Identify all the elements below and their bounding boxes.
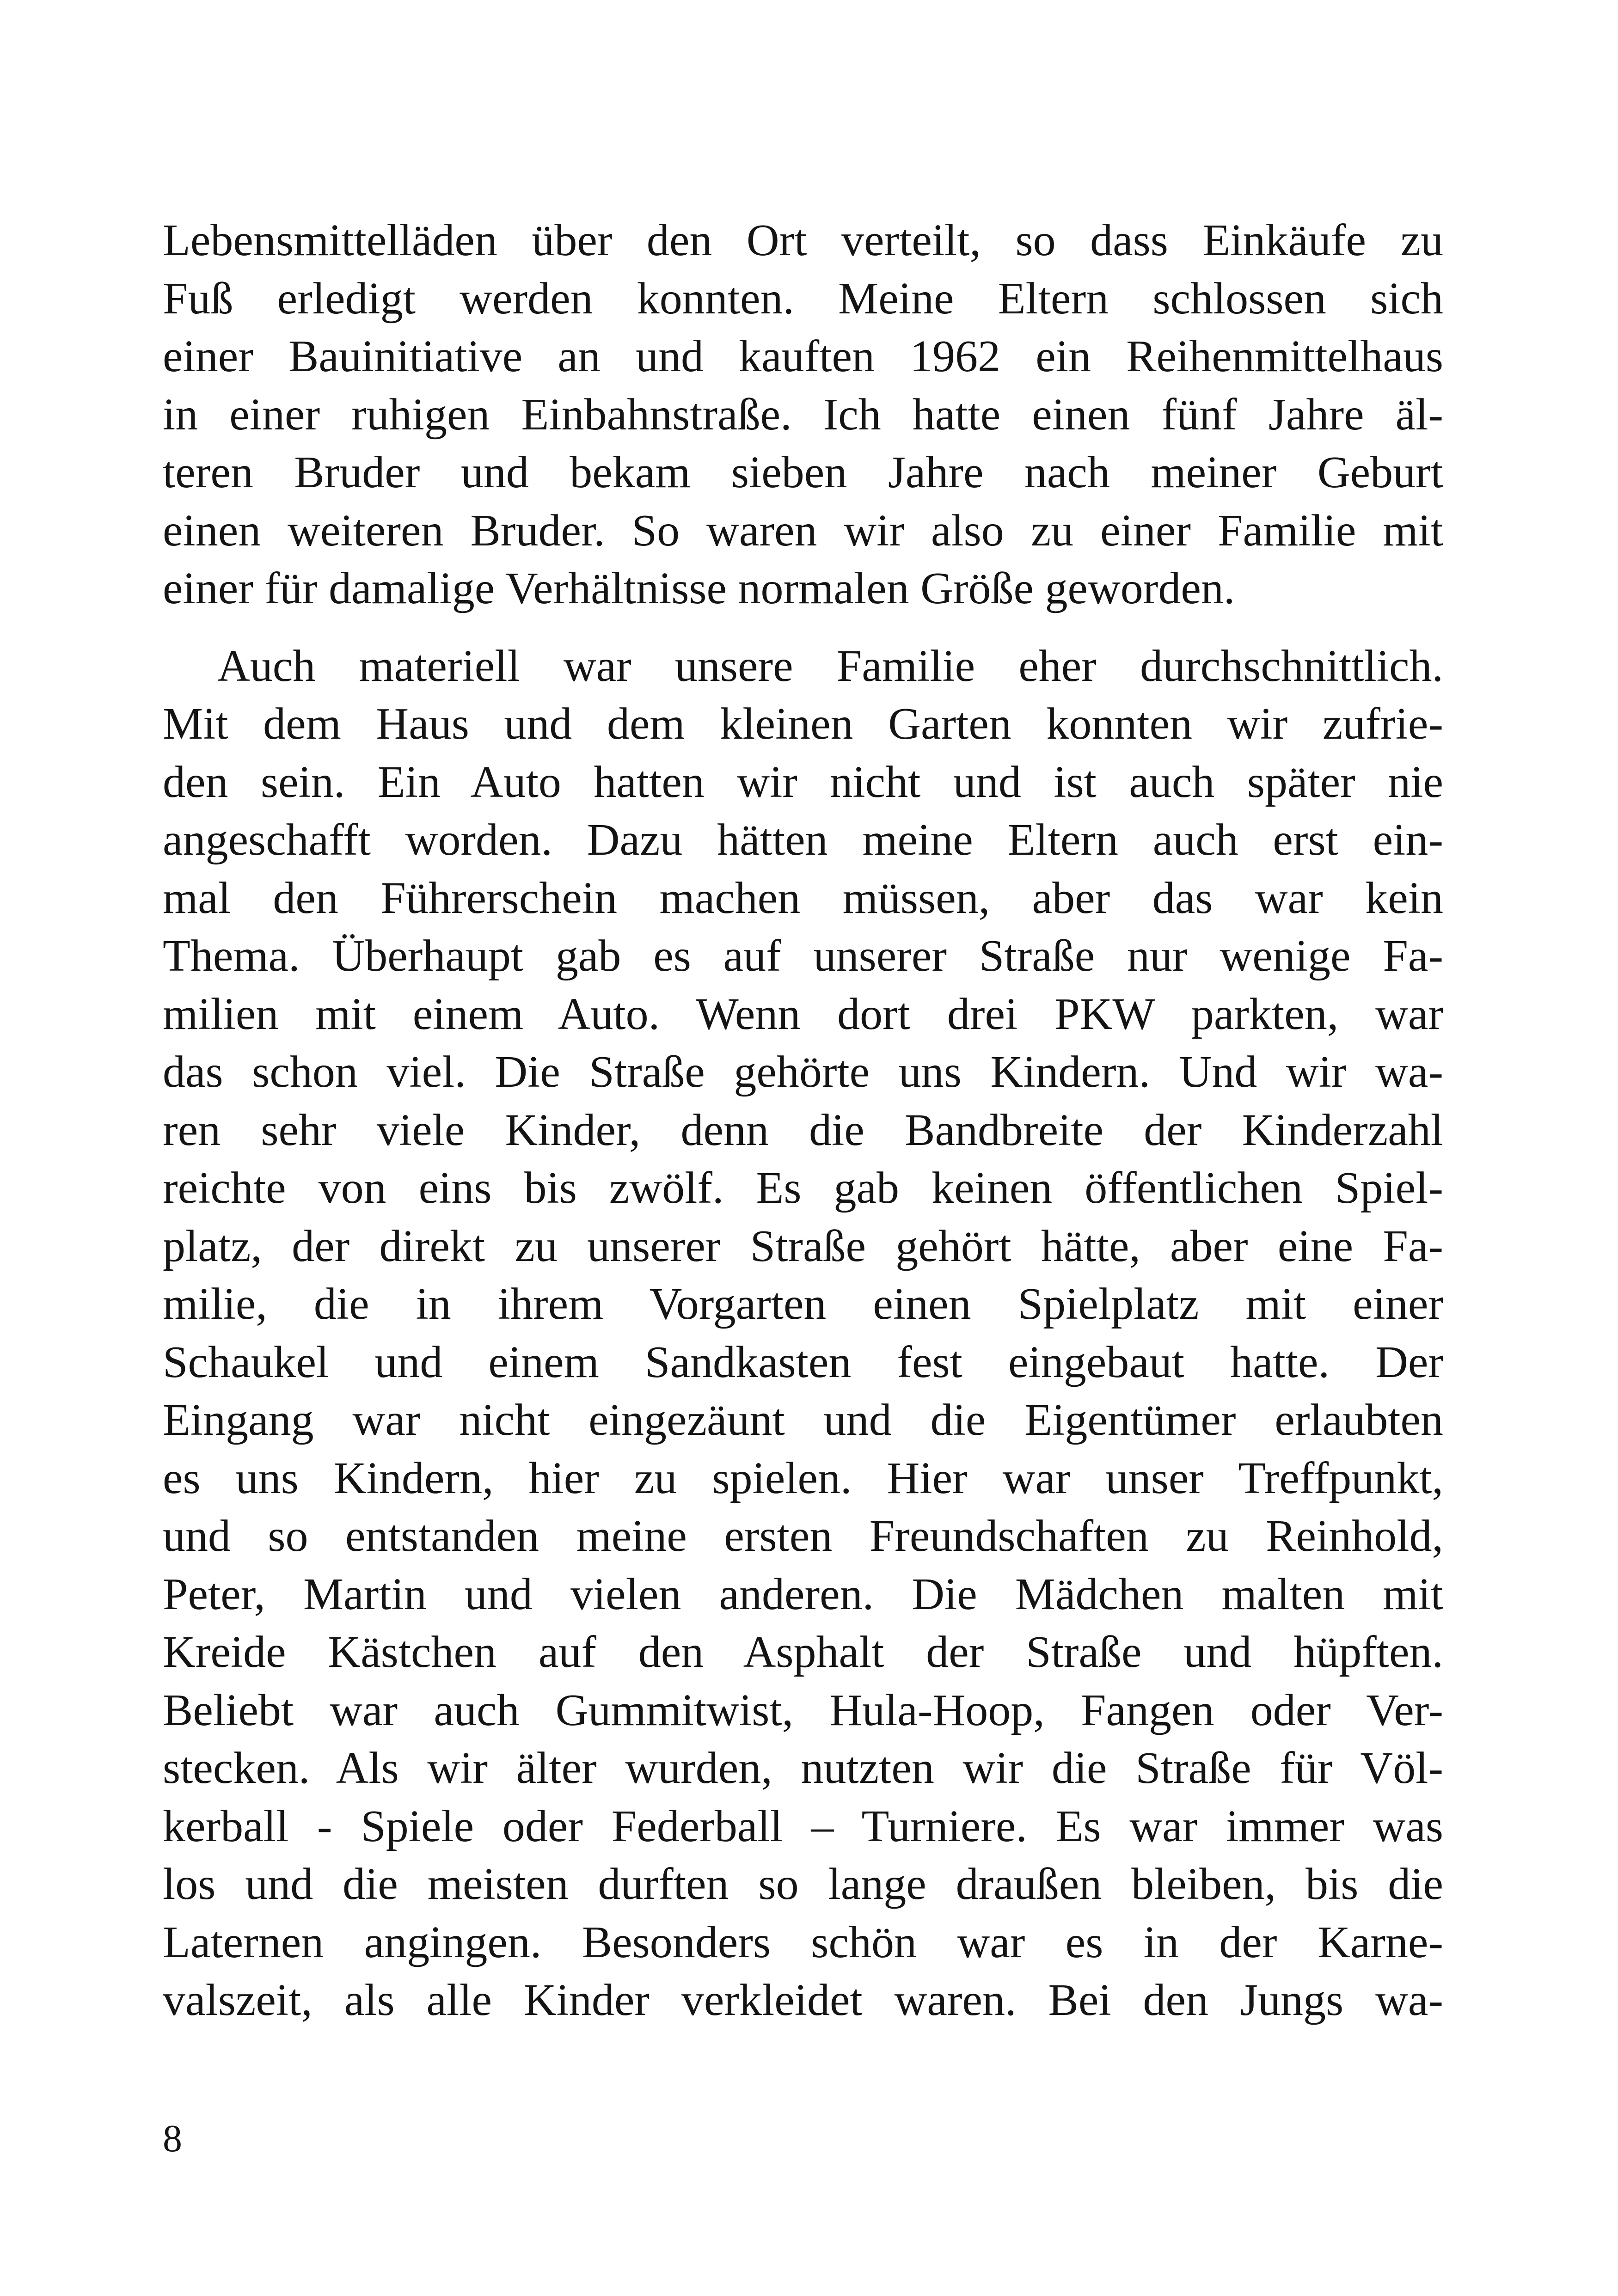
text-line: Peter, Martin und vielen anderen. Die Mädchen malten mit	[163, 1569, 1443, 1619]
text-line: milie, die in ihrem Vorgarten einen Spielplatz mit einer	[163, 1279, 1443, 1329]
text-line: in einer ruhigen Einbahnstraße. Ich hatte einen fünf Jahre äl-	[163, 389, 1443, 440]
text-line: Fuß erledigt werden konnten. Meine Eltern schlossen sich	[163, 273, 1443, 324]
text-line: angeschafft worden. Dazu hätten meine Eltern auch erst ein-	[163, 815, 1443, 865]
text-line: Auch materiell war unsere Familie eher durchschnittlich.	[217, 641, 1443, 691]
paragraph-2	[163, 637, 1443, 2030]
text-line: einer Bauinitiative an und kauften 1962 ein Reihenmittelhaus	[163, 331, 1443, 381]
text-line: Lebensmittelläden über den Ort verteilt, so dass Einkäufe zu	[163, 215, 1443, 265]
text-line: Schaukel und einem Sandkasten fest eingebaut hatte. Der	[163, 1337, 1443, 1387]
text-line: einen weiteren Bruder. So waren wir also zu einer Familie mit	[163, 505, 1443, 556]
text-line: kerball - Spiele oder Federball – Turniere. Es war immer was	[163, 1801, 1443, 1851]
text-line: das schon viel. Die Straße gehörte uns Kindern. Und wir wa-	[163, 1047, 1443, 1097]
text-line: Eingang war nicht eingezäunt und die Eigentümer erlaubten	[163, 1395, 1443, 1445]
text-line: Kreide Kästchen auf den Asphalt der Straße und hüpften.	[163, 1627, 1443, 1677]
text-line: Thema. Überhaupt gab es auf unserer Straße nur wenige Fa-	[163, 931, 1443, 981]
text-line: ren sehr viele Kinder, denn die Bandbreite der Kinderzahl	[163, 1105, 1443, 1155]
page-number: 8	[163, 2117, 182, 2160]
text-line: mal den Führerschein machen müssen, aber das war kein	[163, 873, 1443, 923]
text-line: reichte von eins bis zwölf. Es gab keinen öffentlichen Spiel-	[163, 1163, 1443, 1213]
text-line: teren Bruder und bekam sieben Jahre nach meiner Geburt	[163, 447, 1443, 497]
text-line: stecken. Als wir älter wurden, nutzten wir die Straße für Völ-	[163, 1743, 1443, 1793]
paragraph-1	[163, 212, 1443, 618]
text-line: Laternen angingen. Besonders schön war es in der Karne-	[163, 1917, 1443, 1967]
text-line: den sein. Ein Auto hatten wir nicht und ist auch später nie	[163, 757, 1443, 807]
text-line: und so entstanden meine ersten Freundschaften zu Reinhold,	[163, 1511, 1443, 1561]
text-line: valszeit, als alle Kinder verkleidet waren. Bei den Jungs wa-	[163, 1975, 1443, 2025]
paragraph-gap	[163, 618, 1443, 637]
text-line: platz, der direkt zu unserer Straße gehört hätte, aber eine Fa-	[163, 1221, 1443, 1271]
text-line: los und die meisten durften so lange draußen bleiben, bis die	[163, 1859, 1443, 1909]
text-line: einer für damalige Verhältnisse normalen Größe geworden.	[163, 563, 1235, 613]
body-text	[163, 212, 1443, 2030]
text-line: milien mit einem Auto. Wenn dort drei PKW parkten, war	[163, 989, 1443, 1039]
text-line: es uns Kindern, hier zu spielen. Hier war unser Treffpunkt,	[163, 1453, 1443, 1503]
text-line: Mit dem Haus und dem kleinen Garten konnten wir zufrie-	[163, 699, 1443, 749]
text-line: Beliebt war auch Gummitwist, Hula-Hoop, Fangen oder Ver-	[163, 1685, 1443, 1735]
